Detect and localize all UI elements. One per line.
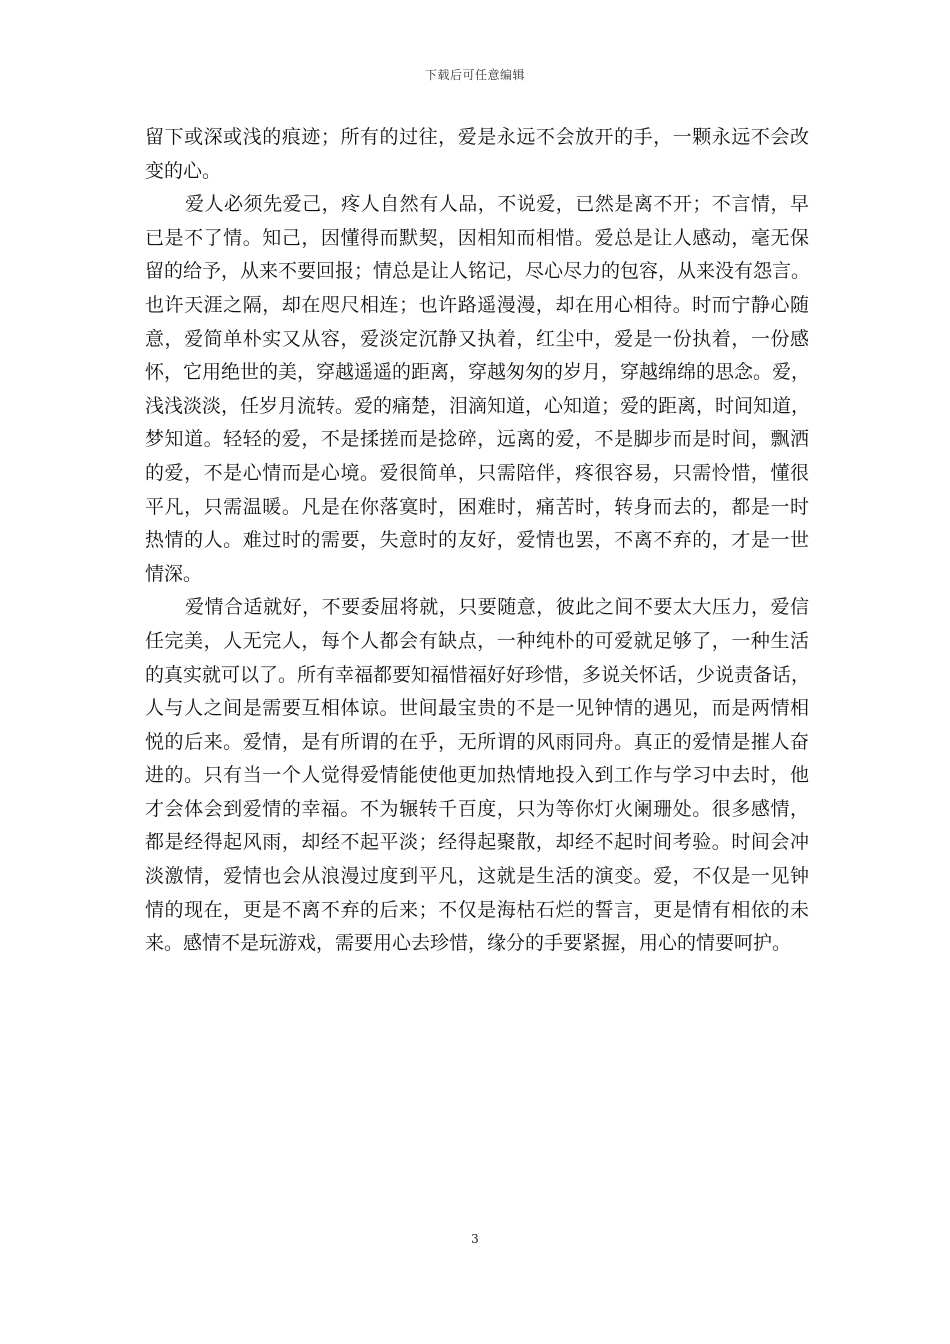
- text-line: 变的心。: [145, 159, 222, 182]
- text-line: 怀，它用绝世的美，穿越遥遥的距离，穿越匆匆的岁月，穿越绵绵的思念。爱，: [145, 361, 811, 384]
- text-line: 留的给予，从来不要回报；情总是让人铭记，尽心尽力的包容，从来没有怨言。: [145, 260, 811, 283]
- text-line: 来。感情不是玩游戏，需要用心去珍惜，缘分的手要紧握，用心的情要呵护。: [145, 932, 792, 955]
- text-line: 爱人必须先爱己，疼人自然有人品，不说爱，已然是离不开；不言情，早: [185, 193, 809, 216]
- page-number: 3: [471, 1232, 479, 1246]
- text-line: 已是不了情。知己，因懂得而默契，因相知而相惜。爱总是让人感动，毫无保: [145, 226, 809, 249]
- text-line: 留下或深或浅的痕迹；所有的过往，爱是永远不会放开的手，一颗永远不会改: [145, 126, 809, 148]
- paragraph: [145, 188, 809, 591]
- text-line: 浅浅淡淡，任岁月流转。爱的痛楚，泪滴知道，心知道；爱的距离，时间知道，: [145, 394, 811, 417]
- text-line: 的爱，不是心情而是心境。爱很简单，只需陪伴，疼很容易，只需怜惜，懂很: [145, 461, 809, 484]
- text-line: 进的。只有当一个人觉得爱情能使他更加热情地投入到工作与学习中去时，他: [145, 764, 809, 787]
- paragraph: [145, 121, 809, 188]
- text-line: 人与人之间是需要互相体谅。世间最宝贵的不是一见钟情的遇见，而是两情相: [145, 697, 809, 720]
- page-header: 下载后可任意编辑: [424, 68, 525, 82]
- text-line: 都是经得起风雨，却经不起平淡；经得起聚散，却经不起时间考验。时间会冲: [145, 831, 809, 854]
- text-line: 情深。: [145, 562, 203, 585]
- text-line: 淡激情，爱情也会从浪漫过度到平凡，这就是生活的演变。爱，不仅是一见钟: [145, 865, 809, 888]
- text-line: 热情的人。难过时的需要，失意时的友好，爱情也罢，不离不弃的，才是一世: [145, 529, 809, 552]
- text-line: 的真实就可以了。所有幸福都要知福惜福好好珍惜，多说关怀话，少说责备话，: [145, 663, 811, 686]
- text-line: 悦的后来。爱情，是有所谓的在乎，无所谓的风雨同舟。真正的爱情是摧人奋: [145, 730, 809, 753]
- document-body: [145, 121, 809, 961]
- text-line: 平凡，只需温暖。凡是在你落寞时，困难时，痛苦时，转身而去的，都是一时: [145, 495, 809, 518]
- text-line: 也许天涯之隔，却在咫尺相连；也许路遥漫漫，却在用心相待。时而宁静心随: [145, 293, 809, 316]
- paragraph: [145, 591, 809, 961]
- text-line: 情的现在，更是不离不弃的后来；不仅是海枯石烂的誓言，更是情有相依的未: [145, 898, 809, 921]
- text-line: 任完美，人无完人，每个人都会有缺点，一种纯朴的可爱就足够了，一种生活: [145, 629, 809, 652]
- text-line: 梦知道。轻轻的爱，不是揉搓而是捻碎，远离的爱，不是脚步而是时间，飘洒: [145, 428, 809, 451]
- text-line: 才会体会到爱情的幸福。不为辗转千百度，只为等你灯火阑珊处。很多感情，: [145, 797, 809, 820]
- text-line: 意，爱简单朴实又从容，爱淡定沉静又执着，红尘中，爱是一份执着，一份感: [145, 327, 809, 350]
- text-line: 爱情合适就好，不要委屈将就，只要随意，彼此之间不要太大压力，爱信: [185, 596, 809, 619]
